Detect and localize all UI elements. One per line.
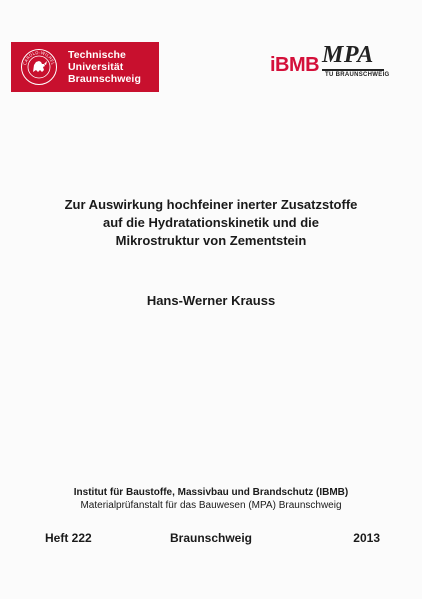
ibmb-mpa-logo (270, 42, 395, 90)
tu-name-line-1: Technische (68, 49, 126, 61)
title-line-2: auf die Hydratationskinetik und die (103, 215, 319, 230)
tu-name-line-3: Braunschweig (68, 73, 141, 85)
series-number: Heft 222 (45, 531, 92, 545)
tu-name-line-2: Universität (68, 61, 124, 73)
seal-text: CAROLO-WILHEL (22, 49, 56, 66)
tu-seal-icon (20, 48, 58, 86)
ibmb-wordmark: iBMB (270, 54, 320, 76)
logo-divider (322, 69, 384, 71)
institute-subname: Materialprüfanstalt für das Bauwesen (MPA) Braunschweig (80, 500, 342, 511)
document-title (0, 196, 422, 250)
tu-braunschweig-logo (11, 42, 159, 92)
publication-year: 2013 (353, 531, 380, 545)
logo-subtitle: TU BRAUNSCHWEIG (325, 72, 390, 78)
author-name: Hans-Werner Krauss (146, 293, 276, 308)
publication-place: Braunschweig (169, 531, 253, 545)
tu-name (68, 49, 141, 85)
title-line-3: Mikrostruktur von Zementstein (115, 233, 307, 248)
institute-block (0, 486, 422, 512)
footer (0, 530, 422, 546)
title-line-1: Zur Auswirkung hochfeiner inerter Zusatzstoffe (64, 197, 358, 212)
mpa-wordmark: MPA (322, 42, 374, 68)
institute-name: Institut für Baustoffe, Massivbau und Brandschutz (IBMB) (73, 487, 349, 498)
